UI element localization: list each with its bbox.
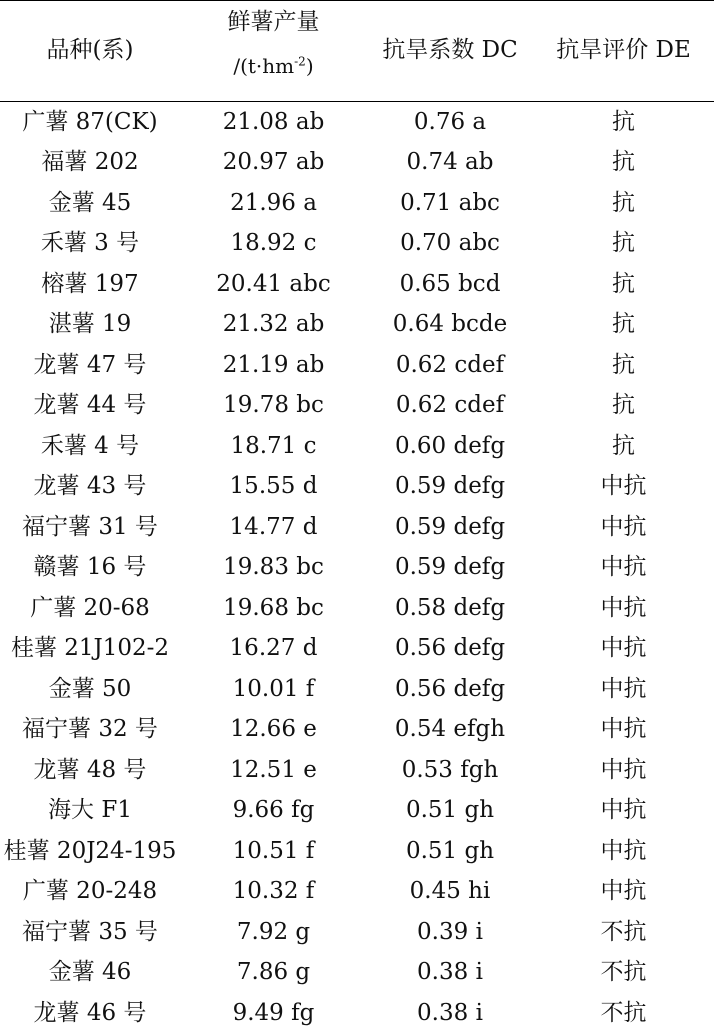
table-row: [0, 224, 714, 265]
de-cell: 抗: [612, 351, 635, 378]
header-yield: [180, 0, 367, 102]
variety-cell: 禾薯 4 号: [40, 432, 140, 459]
table-row: [0, 386, 714, 427]
variety-cell: 金薯 46: [48, 959, 132, 986]
yield-cell: 18.71 c: [230, 432, 317, 459]
de-cell: 中抗: [600, 878, 647, 905]
de-cell: 抗: [612, 311, 635, 338]
dc-cell: 0.54 efgh: [394, 716, 506, 743]
yield-cell: 12.51 e: [230, 756, 317, 783]
dc-cell: 0.76 a: [413, 108, 487, 135]
de-cell: 中抗: [600, 716, 647, 743]
variety-cell: 海大 F1: [48, 797, 132, 824]
de-cell: 抗: [612, 432, 635, 459]
table-row: [0, 831, 714, 872]
table-row: [0, 426, 714, 467]
variety-cell: 金薯 50: [48, 675, 132, 702]
dc-cell: 0.62 cdef: [395, 351, 505, 378]
dc-cell: 0.53 fgh: [401, 756, 499, 783]
variety-cell: 福宁薯 31 号: [22, 513, 158, 540]
yield-cell: 10.01 f: [232, 675, 315, 702]
de-cell: 中抗: [600, 756, 647, 783]
variety-cell: 福宁薯 35 号: [22, 918, 158, 945]
de-cell: 不抗: [600, 959, 647, 986]
yield-unit-exponent: -2: [294, 54, 306, 69]
dc-cell: 0.58 defg: [394, 594, 506, 621]
variety-cell: 龙薯 48 号: [33, 756, 147, 783]
variety-cell: 金薯 45: [48, 189, 132, 216]
variety-cell: 福宁薯 32 号: [22, 716, 158, 743]
header-dc: 抗旱系数 DC: [382, 37, 518, 64]
dc-cell: 0.51 gh: [405, 797, 495, 824]
variety-cell: 龙薯 46 号: [33, 999, 147, 1026]
de-cell: 抗: [612, 108, 635, 135]
table-row: [0, 102, 714, 143]
table-row: [0, 588, 714, 629]
de-cell: 中抗: [600, 635, 647, 662]
table-row: [0, 548, 714, 589]
variety-cell: 禾薯 3 号: [40, 230, 140, 257]
variety-cell: 龙薯 44 号: [33, 392, 147, 419]
dc-cell: 0.56 defg: [394, 635, 506, 662]
de-cell: 抗: [612, 149, 635, 176]
yield-cell: 20.41 abc: [216, 270, 331, 297]
dc-cell: 0.62 cdef: [395, 392, 505, 419]
dc-cell: 0.71 abc: [400, 189, 500, 216]
header-yield-title: 鲜薯产量: [227, 9, 320, 35]
table-row: [0, 791, 714, 832]
de-cell: 中抗: [600, 473, 647, 500]
variety-cell: 赣薯 16 号: [33, 554, 147, 581]
yield-cell: 21.08 ab: [222, 108, 325, 135]
yield-cell: 18.92 c: [230, 230, 317, 257]
variety-cell: 广薯 87(CK): [22, 108, 158, 135]
yield-cell: 19.83 bc: [223, 554, 324, 581]
table-row: [0, 183, 714, 224]
variety-cell: 桂薯 21J102-2: [10, 635, 170, 662]
header-yield-unit: [180, 55, 367, 77]
table-row: [0, 750, 714, 791]
de-cell: 中抗: [600, 675, 647, 702]
dc-cell: 0.59 defg: [394, 513, 506, 540]
header-row: [0, 0, 714, 102]
yield-cell: 12.66 e: [230, 716, 317, 743]
de-cell: 中抗: [600, 594, 647, 621]
variety-cell: 龙薯 47 号: [33, 351, 147, 378]
variety-cell: 湛薯 19: [48, 311, 132, 338]
dc-cell: 0.59 defg: [394, 554, 506, 581]
header-variety: 品种(系): [46, 37, 134, 64]
de-cell: 不抗: [600, 918, 647, 945]
yield-cell: 21.32 ab: [222, 311, 325, 338]
yield-cell: 15.55 d: [229, 473, 318, 500]
yield-cell: 10.51 f: [232, 837, 315, 864]
dc-cell: 0.60 defg: [394, 432, 506, 459]
de-cell: 抗: [612, 270, 635, 297]
table-row: [0, 345, 714, 386]
variety-cell: 福薯 202: [41, 149, 139, 176]
de-cell: 抗: [612, 392, 635, 419]
de-cell: 中抗: [600, 797, 647, 824]
table-row: [0, 629, 714, 670]
variety-cell: 广薯 20-248: [22, 878, 158, 905]
table-header: [0, 0, 714, 102]
dc-cell: 0.74 ab: [406, 149, 494, 176]
dc-cell: 0.45 hi: [409, 878, 491, 905]
variety-cell: 龙薯 43 号: [33, 473, 147, 500]
de-cell: 中抗: [600, 513, 647, 540]
de-cell: 中抗: [600, 837, 647, 864]
table-body: [0, 102, 714, 1034]
table-row: [0, 953, 714, 994]
yield-cell: 19.78 bc: [223, 392, 324, 419]
dc-cell: 0.38 i: [417, 999, 483, 1026]
variety-cell: 广薯 20-68: [30, 594, 150, 621]
dc-cell: 0.70 abc: [400, 230, 500, 257]
table-row: [0, 872, 714, 913]
yield-unit-suffix: ): [305, 54, 314, 79]
yield-cell: 16.27 d: [229, 635, 318, 662]
yield-cell: 7.86 g: [236, 959, 311, 986]
table-row: [0, 912, 714, 953]
de-cell: 中抗: [600, 554, 647, 581]
yield-cell: 9.66 fg: [232, 797, 315, 824]
yield-cell: 19.68 bc: [223, 594, 324, 621]
variety-cell: 榕薯 197: [41, 270, 139, 297]
dc-cell: 0.64 bcde: [392, 311, 508, 338]
variety-cell: 桂薯 20J24-195: [3, 837, 177, 864]
table-row: [0, 305, 714, 346]
dc-cell: 0.59 defg: [394, 473, 506, 500]
yield-cell: 14.77 d: [229, 513, 318, 540]
dc-cell: 0.38 i: [417, 959, 483, 986]
dc-cell: 0.39 i: [417, 918, 483, 945]
table-row: [0, 710, 714, 751]
yield-cell: 9.49 fg: [232, 999, 315, 1026]
table-row: [0, 993, 714, 1034]
dc-cell: 0.56 defg: [394, 675, 506, 702]
yield-cell: 21.19 ab: [222, 351, 325, 378]
table-row: [0, 669, 714, 710]
table-row: [0, 507, 714, 548]
yield-cell: 21.96 a: [230, 189, 317, 216]
header-de: 抗旱评价 DE: [556, 37, 691, 64]
dc-cell: 0.65 bcd: [399, 270, 501, 297]
table-row: [0, 264, 714, 305]
dc-cell: 0.51 gh: [405, 837, 495, 864]
yield-unit-prefix: /(t·hm: [233, 54, 295, 79]
de-cell: 抗: [612, 189, 635, 216]
de-cell: 抗: [612, 230, 635, 257]
table-row: [0, 467, 714, 508]
yield-cell: 20.97 ab: [222, 149, 325, 176]
yield-cell: 7.92 g: [236, 918, 311, 945]
table-row: [0, 143, 714, 184]
yield-cell: 10.32 f: [232, 878, 315, 905]
de-cell: 不抗: [600, 999, 647, 1026]
